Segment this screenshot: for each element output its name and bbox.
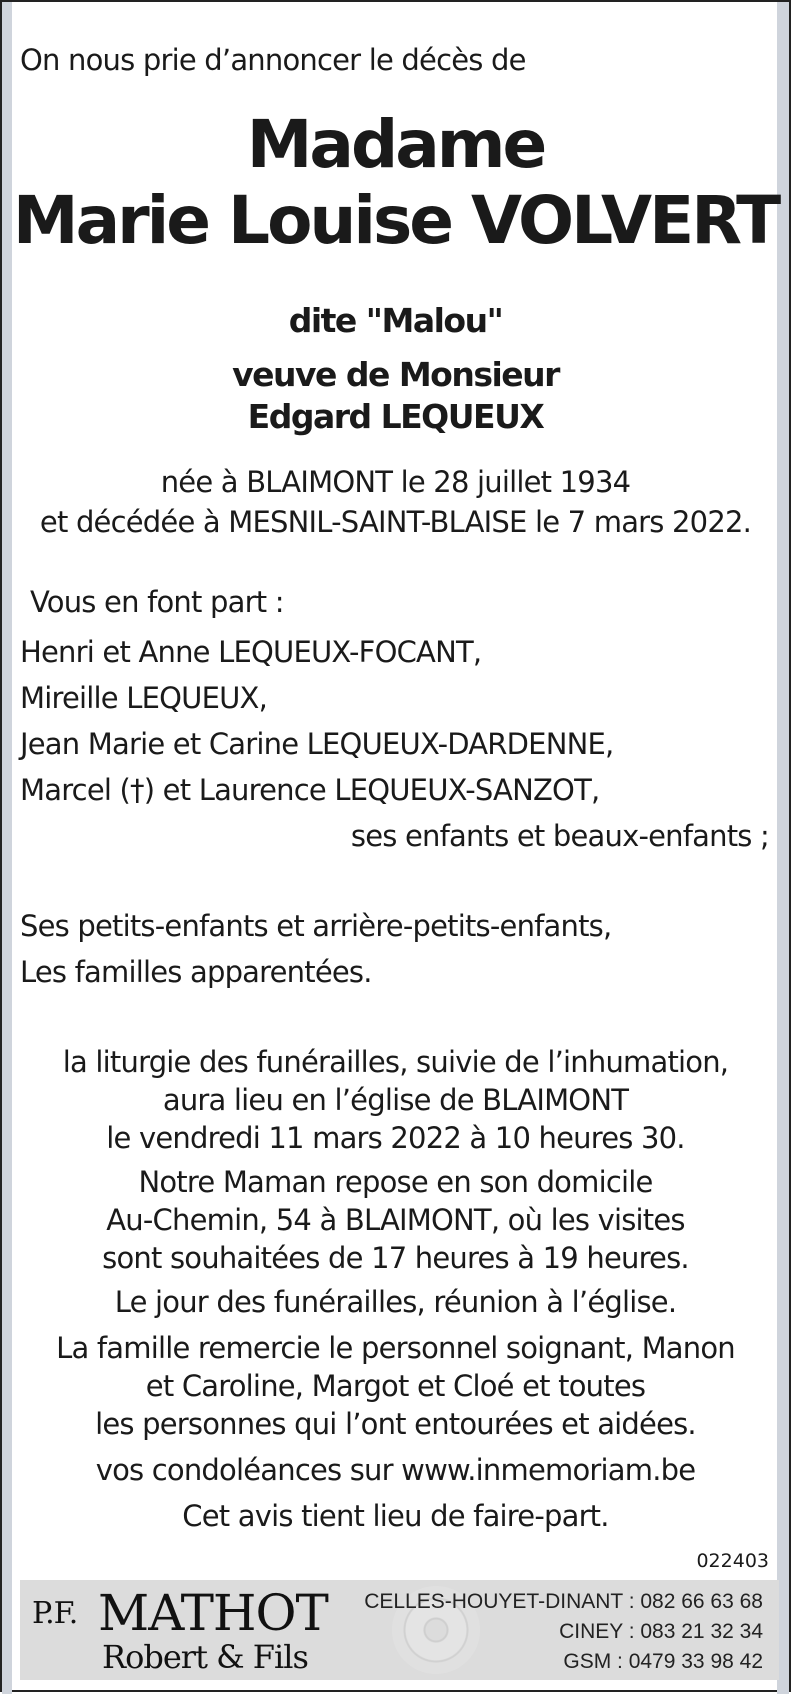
family-relation: ses enfants et beaux-enfants ; <box>350 819 769 853</box>
reference-number: 022403 <box>696 1550 769 1572</box>
deceased-name: Marie Louise VOLVERT <box>12 182 779 259</box>
funeral-line: la liturgie des funérailles, suivie de l’inhumation, <box>62 1045 729 1079</box>
funeral-home-name: MATHOT <box>98 1584 328 1642</box>
funeral-home-prefix: P.F. <box>32 1596 78 1631</box>
title-line-1: Madame <box>246 106 545 183</box>
contact-phone: GSM : 0479 33 98 42 <box>563 1650 763 1673</box>
relatives-line: Les familles apparentées. <box>20 955 372 989</box>
visits-line: Notre Maman repose en son domicile <box>138 1165 653 1199</box>
death-text: et décédée à MESNIL-SAINT-BLAISE le 7 mars 2022. <box>39 505 752 539</box>
family-member: Henri et Anne LEQUEUX-FOCANT, <box>20 635 482 669</box>
contact-phone: CINEY : 083 21 32 34 <box>559 1620 763 1643</box>
right-margin-bar <box>777 2 789 1694</box>
meeting-text: Le jour des funérailles, réunion à l’église. <box>114 1285 677 1319</box>
notice-text: Cet avis tient lieu de faire-part. <box>182 1499 609 1533</box>
contact-phone: CELLES-HOUYET-DINANT : 082 66 63 68 <box>364 1590 763 1613</box>
funeral-line: aura lieu en l’église de BLAIMONT <box>162 1083 629 1117</box>
intro-text: On nous prie d’annoncer le décès de <box>20 43 526 77</box>
birth-text: née à BLAIMONT le 28 juillet 1934 <box>160 465 631 499</box>
family-member: Jean Marie et Carine LEQUEUX-DARDENNE, <box>20 727 614 761</box>
condolences-text: vos condoléances sur www.inmemoriam.be <box>95 1453 696 1487</box>
left-margin-bar <box>2 2 12 1694</box>
family-member: Mireille LEQUEUX, <box>20 681 268 715</box>
visits-line: Au-Chemin, 54 à BLAIMONT, où les visites <box>106 1203 685 1237</box>
funeral-line: le vendredi 11 mars 2022 à 10 heures 30. <box>106 1121 685 1155</box>
nickname: dite "Malou" <box>288 301 503 340</box>
funeral-home-subname: Robert & Fils <box>102 1638 308 1676</box>
family-member: Marcel (†) et Laurence LEQUEUX-SANZOT, <box>20 773 600 807</box>
visits-line: sont souhaitées de 17 heures à 19 heures. <box>102 1241 689 1275</box>
widow-line-2: Edgard LEQUEUX <box>247 397 544 436</box>
funeral-home-banner <box>20 1580 779 1680</box>
thanks-line: et Caroline, Margot et Cloé et toutes <box>145 1369 646 1403</box>
widow-line-1: veuve de Monsieur <box>232 355 559 394</box>
thanks-line: les personnes qui l’ont entourées et aidées. <box>95 1407 696 1441</box>
relatives-line: Ses petits-enfants et arrière-petits-enfants, <box>20 909 612 943</box>
family-header: Vous en font part : <box>30 585 284 619</box>
thanks-line: La famille remercie le personnel soignant, Manon <box>56 1331 735 1365</box>
